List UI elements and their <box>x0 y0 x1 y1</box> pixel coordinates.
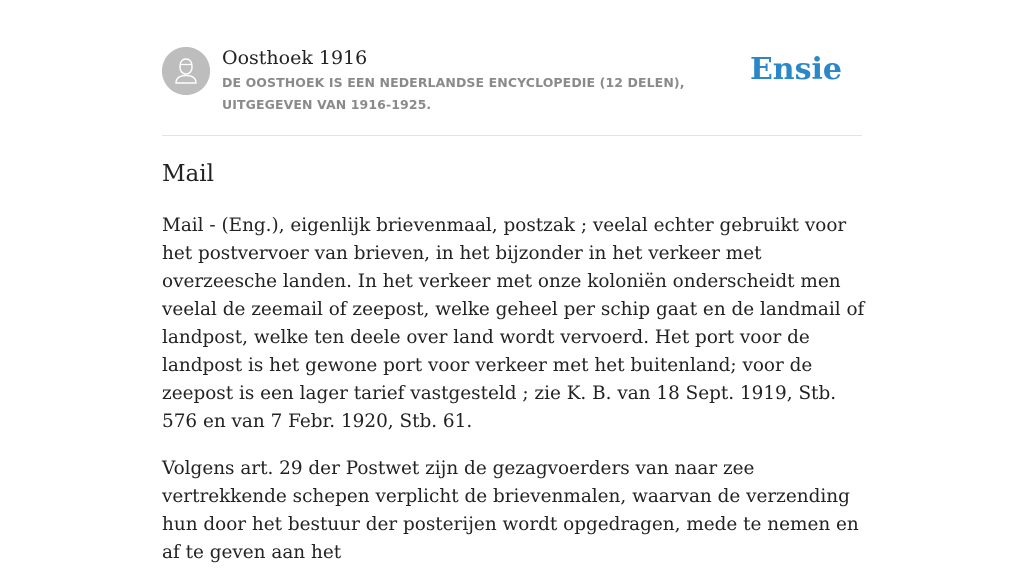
source-avatar[interactable] <box>162 47 210 95</box>
source-header <box>162 0 862 136</box>
content-container <box>162 0 865 563</box>
user-icon <box>162 47 210 95</box>
article-paragraph: Mail - (Eng.), eigenlijk brievenmaal, postzak ; veelal echter gebruikt voor het postvervoer van brieven, in het bijzonder in het verkeer met overzeesche landen. In het verkeer met onze koloniën onderscheidt men veelal de zeemail of zeepost, welke geheel per schip gaat en de landmail of landpost, welke ten deele over land wordt vervoerd. Het port voor de landpost is het gewone port voor verkeer met het buitenland; voor de zeepost is een lager tarief vastgesteld ; zie K. B. van 18 Sept. 1919, Stb. 576 en van 7 Febr. 1920, Stb. 61. <box>162 215 865 432</box>
article-paragraph: Volgens art. 29 der Postwet zijn de gezagvoerders van naar zee vertrekkende schepen verplicht de brievenmalen, waarvan de verzending hun door het bestuur der posterijen wordt opgedragen, mede te nemen en af te geven aan het <box>162 458 859 563</box>
source-title[interactable]: Oosthoek 1916 <box>222 47 368 69</box>
ensie-logo-link[interactable]: Ensie <box>749 52 842 87</box>
article-title: Mail <box>162 161 214 187</box>
article-body <box>162 212 872 586</box>
source-description: DE OOSTHOEK IS EEN NEDERLANDSE ENCYCLOPEDIE (12 DELEN), UITGEGEVEN VAN 1916-1925. <box>222 75 685 112</box>
